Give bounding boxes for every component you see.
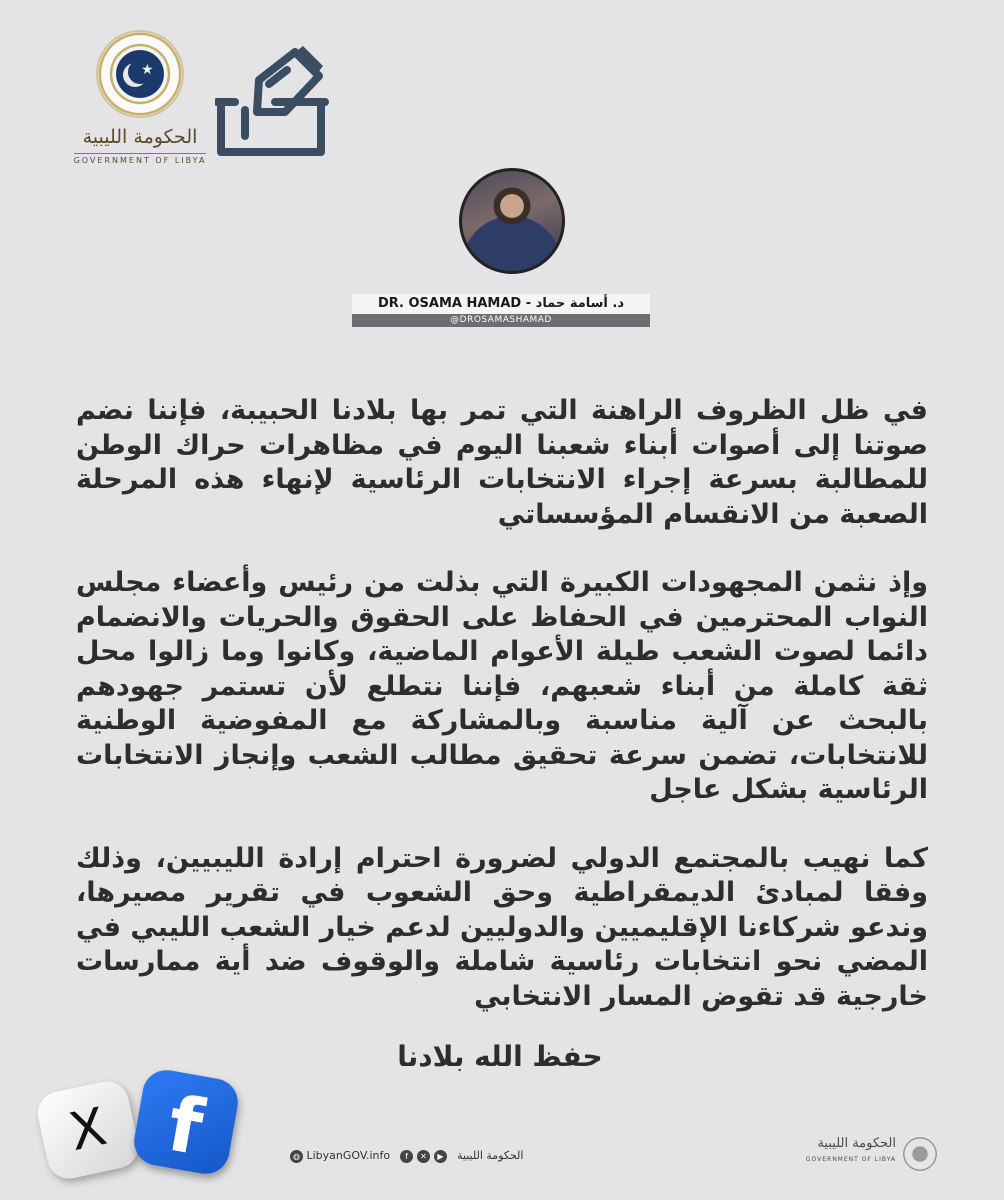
globe-icon: ◍ bbox=[290, 1150, 303, 1163]
government-seal-icon: ★ bbox=[96, 30, 184, 118]
statement-body bbox=[76, 394, 928, 1048]
footer-seal-icon bbox=[902, 1136, 938, 1172]
logo-arabic-text: الحكومة الليبية bbox=[82, 126, 198, 148]
x-icon[interactable]: X bbox=[34, 1077, 142, 1182]
statement-paragraph-2: وإذ نثمن المجهودات الكبيرة التي بذلت من رئيس وأعضاء مجلس النواب المحترمين في الحفاظ على الحقوق والحريات والانضمام دائما لصوت الشعب طيلة الأعوام الماضية، وكانوا وما زالوا محل ثقة كاملة من أبناء شعبهم، فإننا نتطلع لأن تستمر جهودهم بالبحث عن آلية مناسبة وبالمشاركة مع المفوضية الوطنية للانتخابات، تضمن سرعة تحقيق مطالب الشعب وإنجاز الانتخابات الرئاسية بشكل عاجل bbox=[76, 567, 928, 805]
profile-avatar bbox=[459, 168, 565, 274]
social-handle: @DROSAMASHAMAD bbox=[352, 314, 650, 327]
footer-logo-arabic: الحكومة الليبية bbox=[817, 1136, 896, 1151]
statement-paragraph-3: كما نهيب بالمجتمع الدولي لضرورة احترام إرادة الليبيين، وذلك وفقا لمبادئ الديمقراطية وحق الشعوب في تقرير مصيرها، وندعو شركاءنا الإقليميين والدوليين لدعم خيار الشعب الليبي في المضي نحو انتخابات رئاسية شاملة والوقوف ضد أية ممارسات خارجية قد تقوض المسار الانتخابي bbox=[76, 842, 928, 1012]
closing-line: حفظ الله بلادنا bbox=[397, 1040, 603, 1073]
statement-paragraph-1: في ظل الظروف الراهنة التي تمر بها بلادنا الحبيبة، فإننا نضم صوتنا إلى أصوات أبناء شعبنا اليوم في مظاهرات حراك الوطن للمطالبة بسرعة إجراء الانتخابات الرئاسية لإنهاء هذه المرحلة الصعبة من الانقسام المؤسساتي bbox=[76, 395, 928, 530]
ballot-box-icon bbox=[215, 40, 335, 160]
footer-logo-english: GOVERNMENT OF LIBYA bbox=[805, 1156, 896, 1163]
government-logo bbox=[70, 30, 210, 167]
website-link[interactable] bbox=[290, 1146, 390, 1166]
logo-english-text: GOVERNMENT OF LIBYA bbox=[74, 153, 207, 165]
x-small-icon[interactable]: ✕ bbox=[417, 1150, 430, 1163]
facebook-small-icon[interactable]: f bbox=[400, 1150, 413, 1163]
account-name: الحكومة الليبية bbox=[457, 1149, 524, 1162]
social-accounts bbox=[400, 1146, 523, 1166]
youtube-icon[interactable]: ▶ bbox=[434, 1150, 447, 1163]
footer-logo bbox=[788, 1134, 938, 1174]
facebook-icon[interactable]: f bbox=[130, 1066, 241, 1177]
official-name: DR. OSAMA HAMAD - د. أسامة حماد bbox=[352, 294, 650, 314]
website-text: LibyanGOV.info bbox=[306, 1149, 391, 1162]
